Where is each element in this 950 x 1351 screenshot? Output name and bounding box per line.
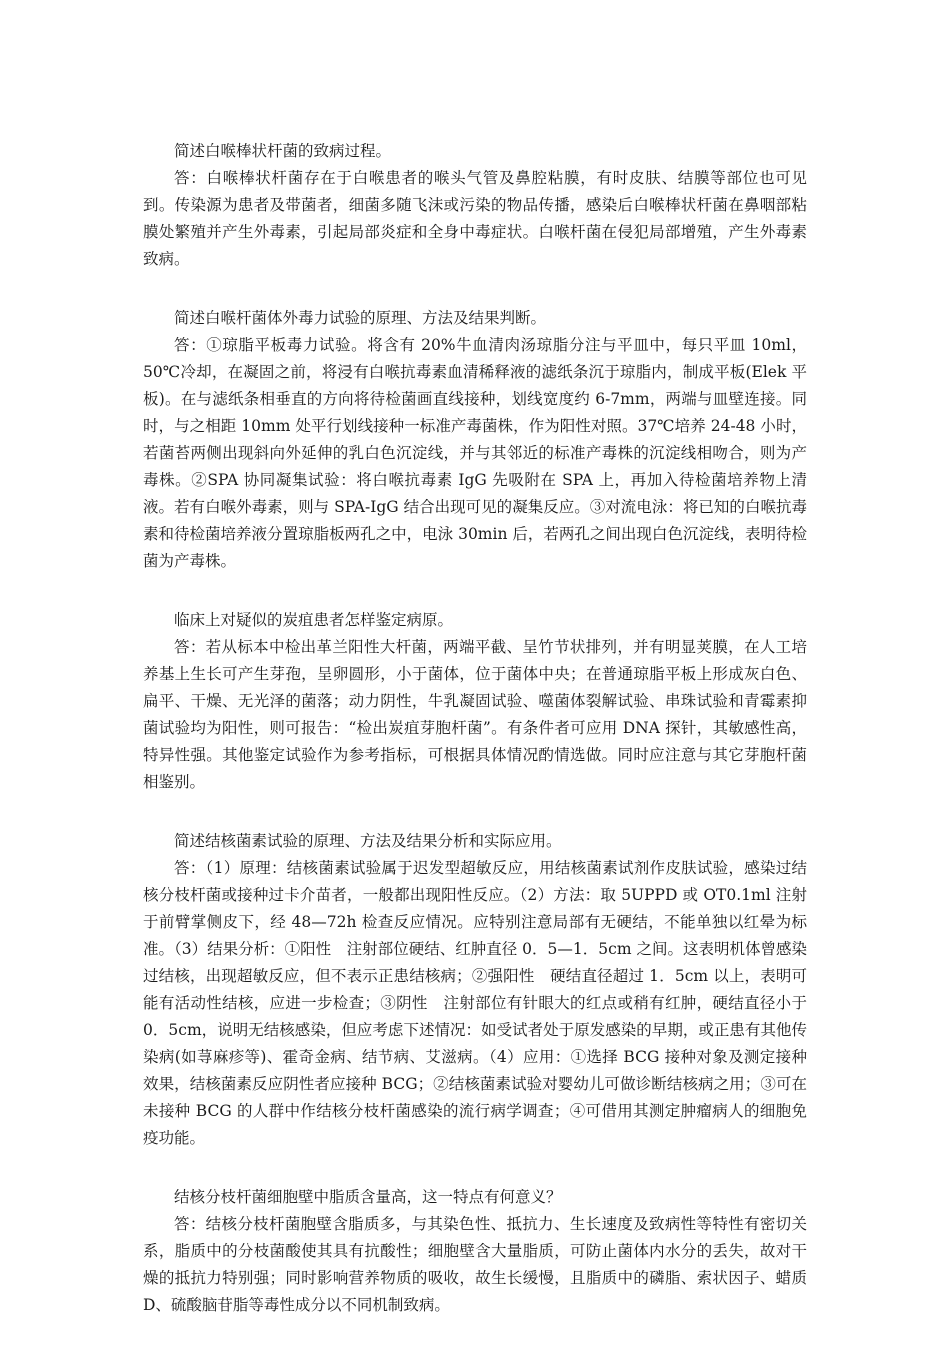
question-text: 临床上对疑似的炭疽患者怎样鉴定病原。 bbox=[174, 611, 454, 629]
qa-section-5 bbox=[143, 1184, 807, 1319]
answer-text: 答：白喉棒状杆菌存在于白喉患者的喉头气管及鼻腔粘膜，有时皮肤、结膜等部位也可见到。传染源为患者及带菌者，细菌多随飞沫或污染的物品传播，感染后白喉棒状杆菌在鼻咽部粘膜处繁殖并产生外毒素，引起局部炎症和全身中毒症状。白喉杆菌在侵犯局部增殖，产生外毒素致病。 bbox=[143, 169, 807, 268]
qa-section-4 bbox=[143, 828, 807, 1152]
question-text: 结核分枝杆菌细胞壁中脂质含量高，这一特点有何意义？ bbox=[174, 1188, 562, 1206]
qa-section-2 bbox=[143, 305, 807, 575]
answer-text: 答：（1）原理：结核菌素试验属于迟发型超敏反应，用结核菌素试剂作皮肤试验，感染过结核分枝杆菌或接种过卡介苗者，一般都出现阳性反应。（2）方法：取 5UPPD 或 OT0.1ml 注射于前臂掌侧皮下，经 48—72h 检查反应情况。应特别注意局部有无硬结，不能单独以红晕为标准。（3）结果分析：①阳性 注射部位硬结、红肿直径 0．5—1．5cm 之间。这表明机体曾感染过结核，出现超敏反应，但不表示正患结核病；②强阳性 硬结直径超过 1．5cm 以上，表明可能有活动性结核，应进一步检查；③阴性 注射部位有针眼大的红点或稍有红肿，硬结直径小于 0．5cm，说明无结核感染，但应考虑下述情况：如受试者处于原发感染的早期，或正患有其他传染病(如荨麻疹等)、霍奇金病、结节病、艾滋病。（4）应用：①选择 BCG 接种对象及测定接种效果，结核菌素反应阴性者应接种 BCG；②结核菌素试验对婴幼儿可做诊断结核病之用；③可在未接种 BCG 的人群中作结核分枝杆菌感染的流行病学调查；④可借用其测定肿瘤病人的细胞免疫功能。 bbox=[143, 859, 807, 1147]
document-page bbox=[143, 138, 807, 1351]
question-text: 简述结核菌素试验的原理、方法及结果分析和实际应用。 bbox=[174, 832, 562, 850]
qa-section-1 bbox=[143, 138, 807, 273]
question-text: 简述白喉杆菌体外毒力试验的原理、方法及结果判断。 bbox=[174, 309, 547, 327]
answer-text: 答：结核分枝杆菌胞壁含脂质多，与其染色性、抵抗力、生长速度及致病性等特性有密切关系，脂质中的分枝菌酸使其具有抗酸性；细胞壁含大量脂质，可防止菌体内水分的丢失，故对干燥的抵抗力特别强；同时影响营养物质的吸收，故生长缓慢，且脂质中的磷脂、索状因子、蜡质 D、硫酸脑苷脂等毒性成分以不同机制致病。 bbox=[143, 1215, 807, 1314]
qa-section-3 bbox=[143, 607, 807, 796]
answer-text: 答：若从标本中检出革兰阳性大杆菌，两端平截、呈竹节状排列，并有明显荚膜，在人工培养基上生长可产生芽孢，呈卵圆形，小于菌体，位于菌体中央；在普通琼脂平板上形成灰白色、扁平、干燥、无光泽的菌落；动力阴性，牛乳凝固试验、噬菌体裂解试验、串珠试验和青霉素抑菌试验均为阳性，则可报告：“检出炭疽芽胞杆菌”。有条件者可应用 DNA 探针，其敏感性高，特异性强。其他鉴定试验作为参考指标，可根据具体情况酌情选做。同时应注意与其它芽胞杆菌相鉴别。 bbox=[143, 638, 807, 791]
answer-text: 答：①琼脂平板毒力试验。将含有 20%牛血清肉汤琼脂分注与平皿中，每只平皿 10ml，50℃冷却，在凝固之前，将浸有白喉抗毒素血清稀释液的滤纸条沉于琼脂内，制成平板(Elek 平板)。在与滤纸条相垂直的方向将待检菌画直线接种，划线宽度约 6-7mm，两端与皿壁连接。同时，与之相距 10mm 处平行划线接种一标准产毒菌株，作为阳性对照。37℃培养 24-48 小时，若菌苔两侧出现斜向外延伸的乳白色沉淀线，并与其邻近的标准产毒株的沉淀线相吻合，则为产毒株。②SPA 协同凝集试验：将白喉抗毒素 IgG 先吸附在 SPA 上，再加入待检菌培养物上清液。若有白喉外毒素，则与 SPA-IgG 结合出现可见的凝集反应。③对流电泳：将已知的白喉抗毒素和待检菌培养液分置琼脂板两孔之中，电泳 30min 后，若两孔之间出现白色沉淀线，表明待检菌为产毒株。 bbox=[143, 336, 807, 570]
question-text: 简述白喉棒状杆菌的致病过程。 bbox=[174, 142, 392, 160]
